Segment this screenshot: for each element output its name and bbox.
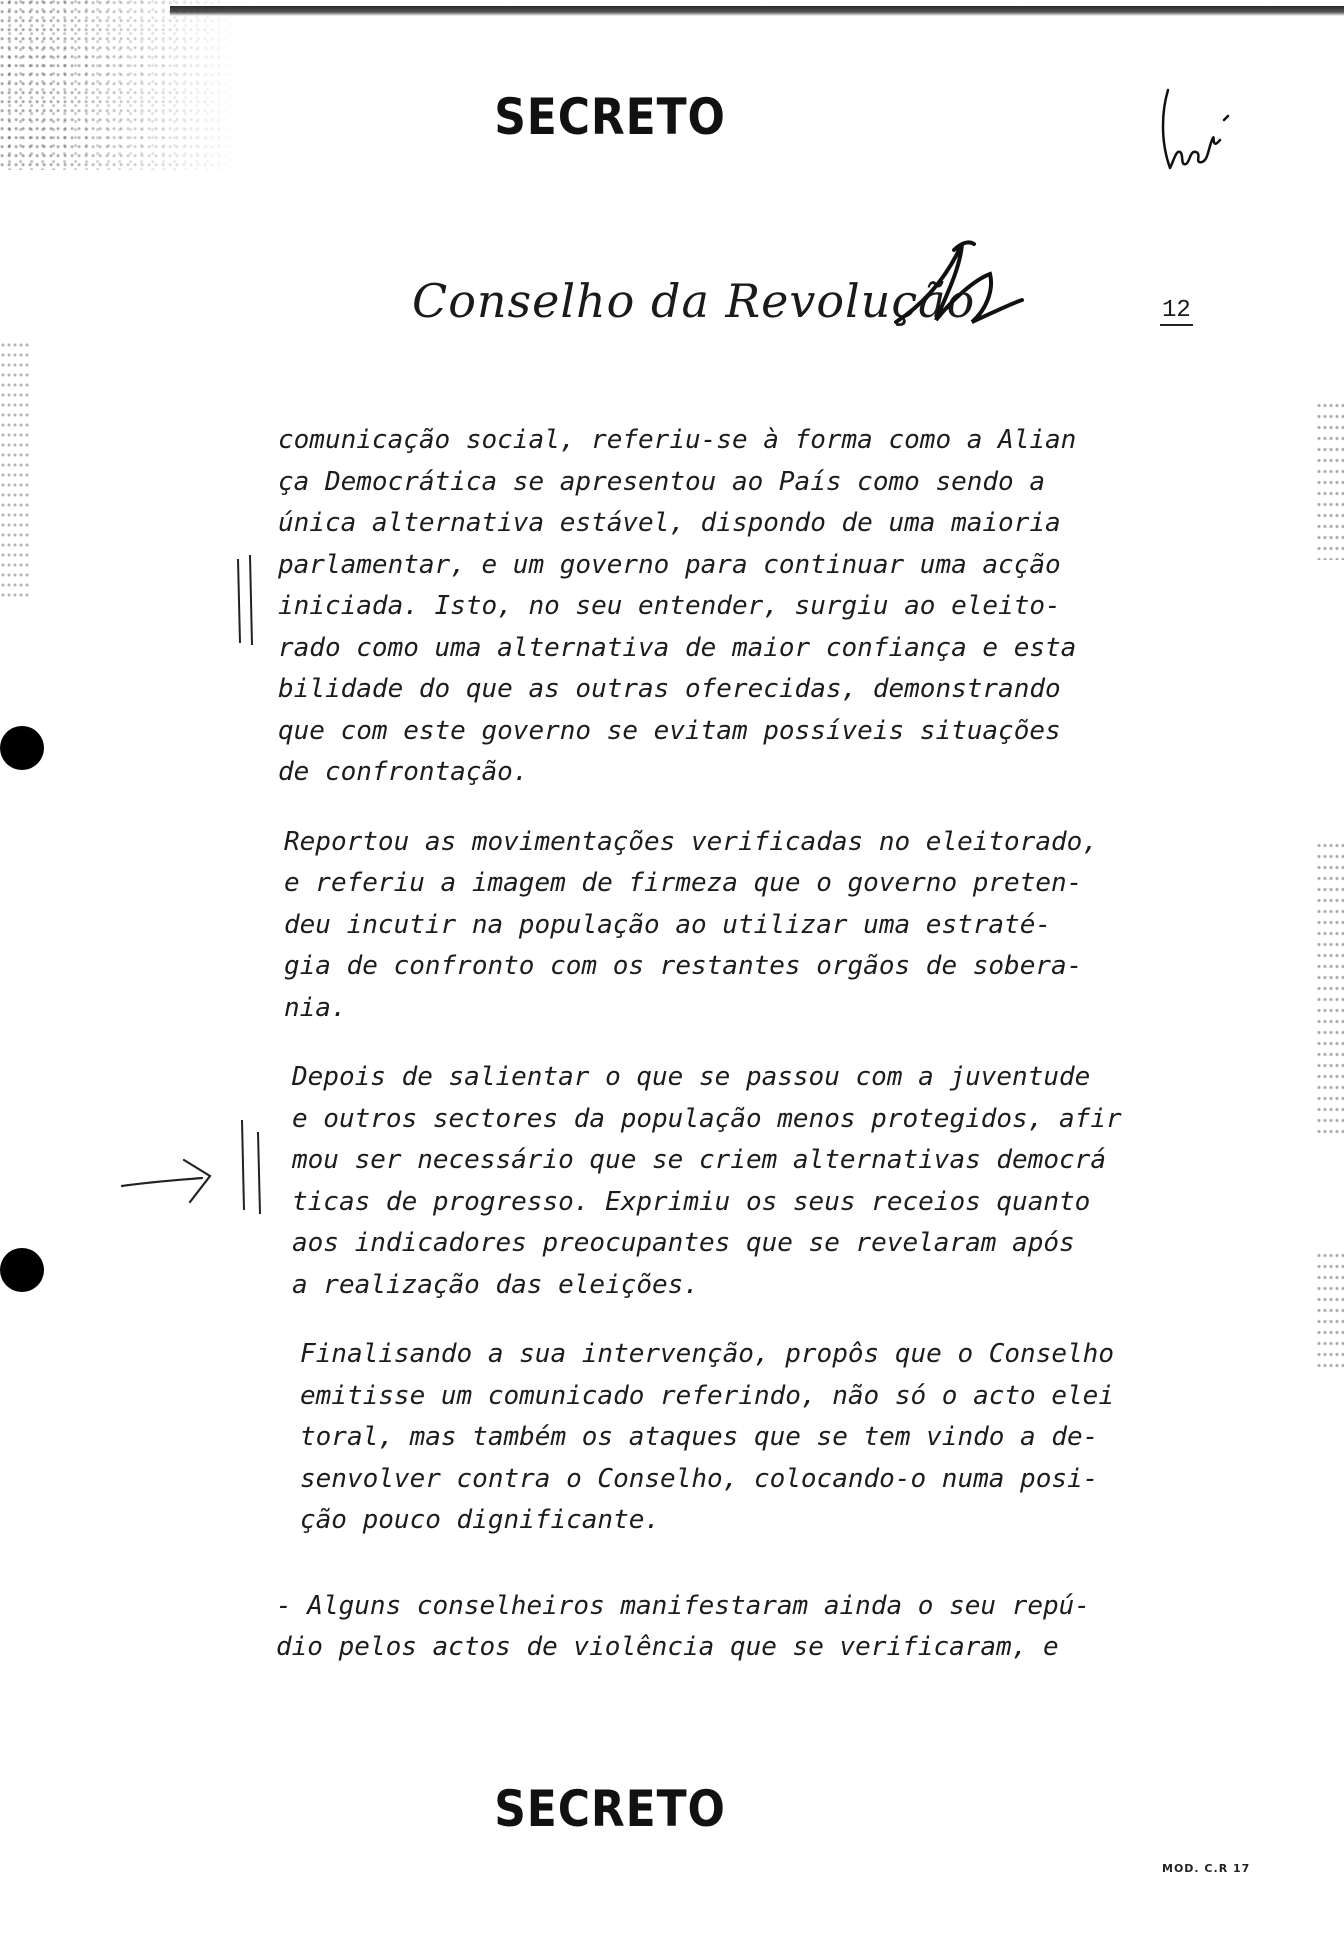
body-paragraph: Depois de salientar o que se passou com a juventude e outros sectores da população menos protegidos, afir mou ser necessário que se criem alternativas democrá ticas de progresso. Exprimiu os seus receios quanto aos indicadores preocupantes que se revelaram após a realização das eleições.	[292, 1062, 1122, 1300]
punch-hole	[0, 726, 44, 770]
document-body	[278, 420, 1178, 1697]
handwritten-signature	[890, 230, 1030, 340]
scan-noise	[1316, 400, 1344, 560]
margin-mark	[232, 555, 262, 650]
page-number: 12	[1162, 297, 1191, 324]
handwritten-initials	[1150, 80, 1250, 190]
classification-stamp-top: SECRETO	[494, 88, 726, 146]
body-paragraph: comunicação social, referiu-se à forma como a Alian ça Democrática se apresentou ao País como sendo a única alternativa estável, dispondo de uma maioria parlamentar, e um governo para continuar uma acção iniciada. Isto, no seu entender, surgiu ao eleito- rado como uma alternativa de maior confiança e esta bilidade do que as outras oferecidas, demonstrando que com este governo se evitam possíveis situações de confrontação.	[278, 425, 1077, 787]
scan-noise	[0, 340, 30, 600]
punch-hole	[0, 1248, 44, 1292]
body-paragraph: Reportou as movimentações verificadas no eleitorado, e referiu a imagem de firmeza que o governo preten- deu incutir na população ao utilizar uma estraté- gia de confronto com os restantes orgãos de sobera- nia.	[284, 826, 1098, 1023]
scan-noise	[1316, 840, 1344, 1140]
scan-top-edge	[170, 6, 1344, 16]
institution-letterhead: Conselho da Revolução	[412, 274, 976, 328]
margin-arrow-annotation	[118, 1110, 278, 1220]
body-paragraph: - Alguns conselheiros manifestaram ainda o seu repú- dio pelos actos de violência que se verificaram, e	[276, 1590, 1090, 1662]
scan-noise	[1316, 1250, 1344, 1370]
classification-stamp-bottom: SECRETO	[494, 1780, 726, 1838]
form-code: MOD. C.R 17	[1162, 1862, 1251, 1875]
body-paragraph: Finalisando a sua intervenção, propôs que o Conselho emitisse um comunicado referindo, não só o acto elei toral, mas também os ataques que se tem vindo a de- senvolver contra o Conselho, colocando-o numa posi- ção pouco dignificante.	[300, 1339, 1114, 1535]
